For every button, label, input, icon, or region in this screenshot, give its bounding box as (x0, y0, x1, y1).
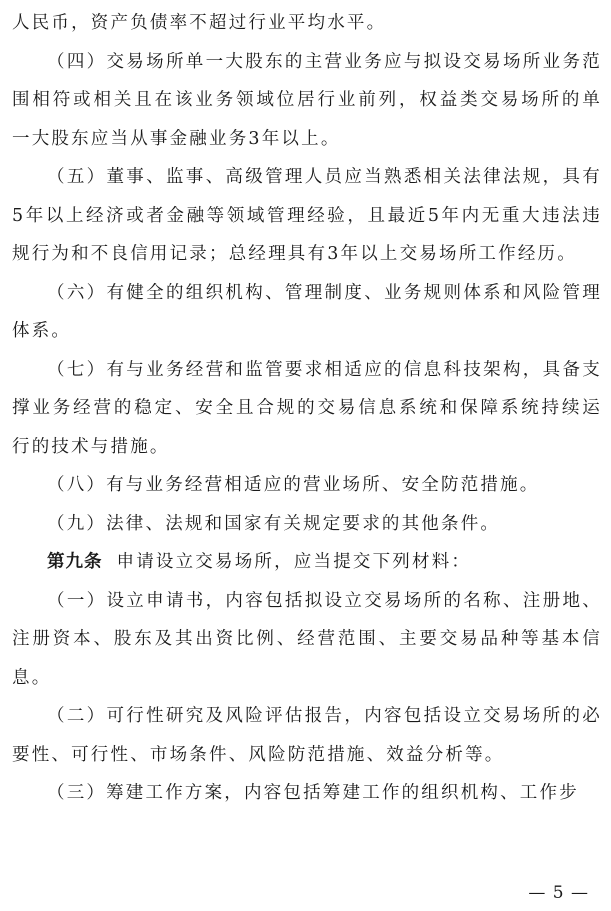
paragraph-item-7 (12, 351, 602, 467)
paragraph-material-1 (12, 582, 602, 698)
paragraph-text: （八）有与业务经营相适应的营业场所、安全防范措施。 (47, 475, 540, 495)
paragraph-material-3 (12, 774, 602, 813)
paragraph-item-5 (12, 158, 602, 274)
paragraph-material-2 (12, 697, 602, 774)
paragraph-text: （三）筹建工作方案，内容包括筹建工作的组织机构、工作步 (47, 783, 579, 803)
body-text (12, 4, 602, 813)
paragraph-text: （九）法律、法规和国家有关规定要求的其他条件。 (47, 513, 501, 534)
paragraph-item-6 (12, 274, 602, 351)
paragraph-text: （六）有健全的组织机构、管理制度、业务规则体系和风险管理体系。 (12, 282, 602, 341)
article-9 (12, 543, 602, 582)
page-number: — 5 — (528, 883, 589, 903)
paragraph-text: 人民币，资产负债率不超过行业平均水平。 (12, 13, 387, 33)
paragraph-text: （四）交易场所单一大股东的主营业务应与拟设交易场所业务范围相符或相关且在该业务领域位居行业前列，权益类交易场所的单一大股东应当从事金融业务3年以上。 (12, 51, 602, 149)
paragraph-text: （一）设立申请书，内容包括拟设立交易场所的名称、注册地、注册资本、股东及其出资比例、经营范围、主要交易品种等基本信息。 (12, 590, 602, 688)
article-heading: 第九条 (47, 552, 103, 572)
paragraph-text: （二）可行性研究及风险评估报告，内容包括设立交易场所的必要性、可行性、市场条件、风险防范措施、效益分析等。 (12, 706, 602, 765)
paragraph-continuation (12, 4, 602, 43)
paragraph-item-8 (12, 466, 602, 505)
paragraph-text: 申请设立交易场所，应当提交下列材料： (116, 552, 472, 572)
paragraph-text: （五）董事、监事、高级管理人员应当熟悉相关法律法规，具有5年以上经济或者金融等领域管理经验，且最近5年内无重大违法违规行为和不良信用记录；总经理具有3年以上交易场所工作经历。 (12, 167, 602, 264)
paragraph-item-9 (12, 505, 602, 544)
paragraph-text: （七）有与业务经营和监管要求相适应的信息科技架构，具备支撑业务经营的稳定、安全且合规的交易信息系统和保障系统持续运行的技术与措施。 (12, 359, 602, 457)
paragraph-item-4 (12, 43, 602, 159)
